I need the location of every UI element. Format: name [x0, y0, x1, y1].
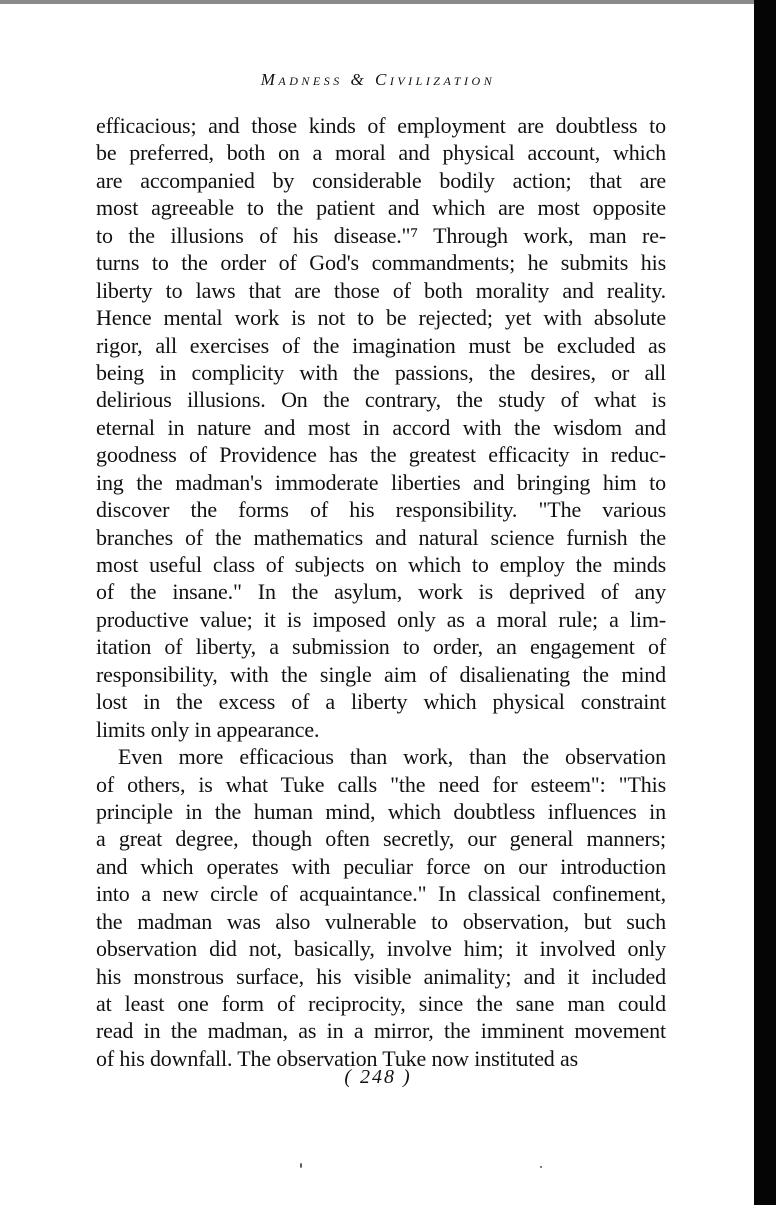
text-line: his monstrous surface, his visible animality; and it included — [96, 963, 666, 989]
text-line: to the illusions of his disease."⁷ Through work, man re- — [96, 222, 666, 248]
text-line: principle in the human mind, which doubtless influences in — [96, 798, 666, 824]
paragraph — [96, 112, 666, 743]
text-line: Hence mental work is not to be rejected; yet with absolute — [96, 305, 666, 331]
top-edge-rule — [0, 0, 760, 4]
text-line: goodness of Providence has the greatest efficacity in reduc- — [96, 442, 666, 468]
text-line: limits only in appearance. — [96, 716, 320, 742]
text-line: itation of liberty, a submission to order, an engagement of — [96, 634, 666, 660]
text-line: most agreeable to the patient and which are most opposite — [96, 195, 666, 221]
text-line: being in complicity with the passions, the desires, or all — [96, 359, 666, 385]
text-line: and which operates with peculiar force on our introduction — [96, 853, 666, 879]
text-line: of others, is what Tuke calls "the need for esteem": "This — [96, 771, 666, 797]
text-line: a great degree, though often secretly, our general manners; — [96, 826, 666, 852]
text-line: into a new circle of acquaintance." In classical confinement, — [96, 881, 666, 907]
text-line: of his downfall. The observation Tuke now instituted as — [96, 1045, 579, 1071]
body-text — [96, 112, 666, 1072]
text-line: read in the madman, as in a mirror, the imminent movement — [96, 1018, 666, 1044]
text-line: branches of the mathematics and natural science furnish the — [96, 524, 666, 550]
paragraph — [96, 743, 666, 1072]
text-line: at least one form of reciprocity, since the sane man could — [96, 991, 666, 1016]
text-line: discover the forms of his responsibility. "The various — [96, 497, 666, 523]
scan-speck — [300, 1163, 302, 1168]
scan-speck — [540, 1166, 542, 1168]
text-line: liberty to laws that are those of both morality and reality. — [96, 277, 666, 303]
text-line: efficacious; and those kinds of employment are doubtless to — [96, 113, 666, 138]
text-line: lost in the excess of a liberty which physical constraint — [96, 689, 666, 715]
text-line: be preferred, both on a moral and physical account, which — [96, 140, 666, 166]
text-line: delirious illusions. On the contrary, the study of what is — [96, 387, 666, 413]
text-line: observation did not, basically, involve him; it involved only — [96, 936, 666, 962]
text-line: productive value; it is imposed only as a moral rule; a lim- — [96, 606, 666, 632]
text-line: responsibility, with the single aim of disalienating the mind — [96, 661, 666, 687]
page-number: ( 248 ) — [344, 1066, 412, 1088]
text-line: of the insane." In the asylum, work is deprived of any — [96, 579, 666, 605]
text-line: turns to the order of God's commandments; he submits his — [96, 250, 666, 276]
text-line: rigor, all exercises of the imagination must be excluded as — [96, 332, 666, 358]
text-line: Even more efficacious than work, than the observation — [118, 744, 666, 770]
text-line: eternal in nature and most in accord with the wisdom and — [96, 414, 666, 440]
text-line: ing the madman's immoderate liberties and bringing him to — [96, 469, 666, 495]
running-head: Madness & Civilization — [260, 70, 496, 89]
scan-edge-bar — [754, 0, 776, 1205]
text-line: most useful class of subjects on which to employ the minds — [96, 552, 666, 577]
text-line: are accompanied by considerable bodily action; that are — [96, 167, 666, 193]
text-line: the madman was also vulnerable to observation, but such — [96, 908, 666, 934]
